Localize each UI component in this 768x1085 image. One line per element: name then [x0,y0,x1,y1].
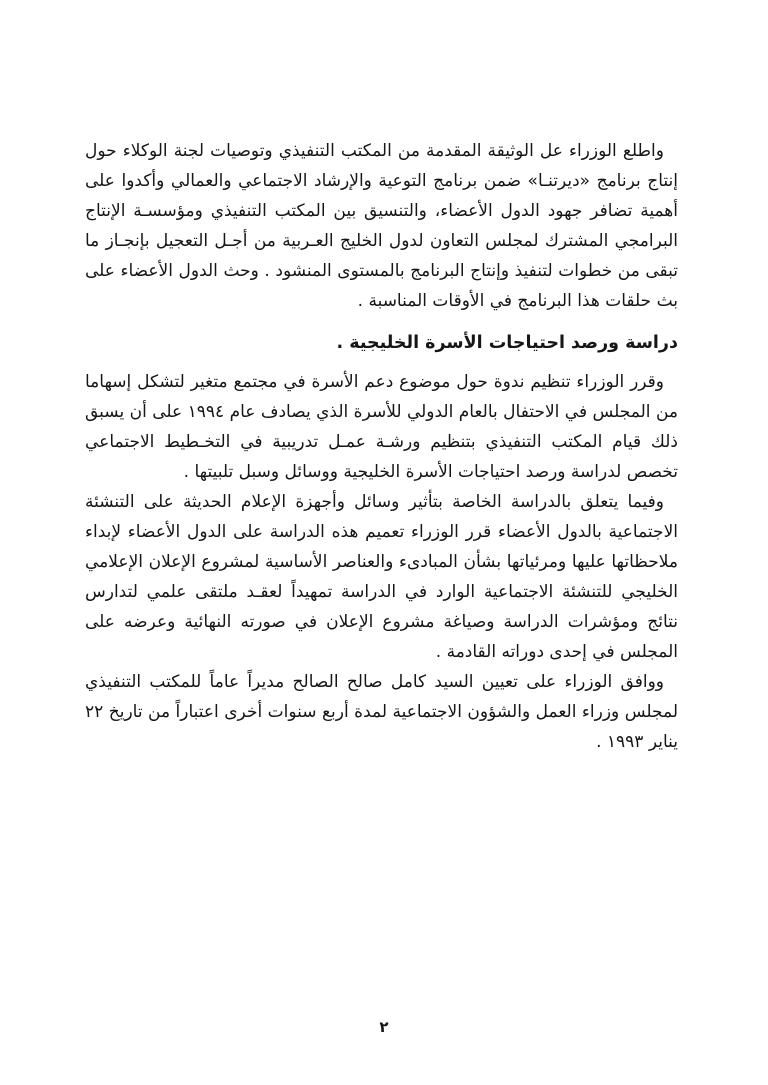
section-heading: دراسة ورصد احتياجات الأسرة الخليجية . [336,333,678,353]
paragraph-2: وقرر الوزراء تنظيم ندوة حول موضوع دعم الأسرة في مجتمع متغير لتشكل إسهاما من المجلس في الاحتفال بالعام الدولي للأسرة الذي يصادف عام ١٩٩٤ على أن يسبق ذلك قيام المكتب التنفيذي بتنظيم ورشـة عمـل تدريبية في التخـطيط الاجتماعي تخصص لدراسة ورصد احتياجات الأسرة الخليجية ووسائل وسبل تلبيتها . [85,372,678,482]
text-block [85,136,678,757]
page-number: ٢ [379,1018,389,1036]
paragraph-4: ووافق الوزراء على تعيين السيد كامل صالح الصالح مديراً عاماً للمكتب التنفيذي لمجلس وزراء العمل والشؤون الاجتماعية لمدة أربع سنوات أخرى اعتباراً من تاريخ ٢٢ يناير ١٩٩٣ . [85,672,678,752]
paragraph-3: وفيما يتعلق بالدراسة الخاصة بتأثير وسائل وأجهزة الإعلام الحديثة على التنشئة الاجتماعية بالدول الأعضاء قرر الوزراء تعميم هذه الدراسة على الدول الأعضاء لإبداء ملاحظاتها عليها ومرئياتها بشأن المبادىء والعناصر الأساسية لمشروع الإعلان الإعلامي الخليجي للتنشئة الاجتماعية الوارد في الدراسة تمهيداً لعقـد ملتقى علمي لتدارس نتائج ومؤشرات الدراسة وصياغة مشروع الإعلان في صورته النهائية وعرضه على المجلس في إحدى دوراته القادمة . [85,492,678,662]
paragraph-1: واطلع الوزراء عل الوثيقة المقدمة من المكتب التنفيذي وتوصيات لجنة الوكلاء حول إنتاج برنامج «ديرتنـا» ضمن برنامج التوعية والإرشاد الاجتماعي والعمالي وأكدوا على أهمية تضافر جهود الدول الأعضاء، والتنسيق بين المكتب التنفيذي ومؤسسـة الإنتاج البرامجي المشترك لمجلس التعاون لدول الخليج العـربية من أجـل التعجيل بإنجـاز ما تبقى من خطوات لتنفيذ وإنتاج البرنامج بالمستوى المنشود . وحث الدول الأعضاء على بث حلقات هذا البرنامج في الأوقات المناسبة . [85,141,678,311]
